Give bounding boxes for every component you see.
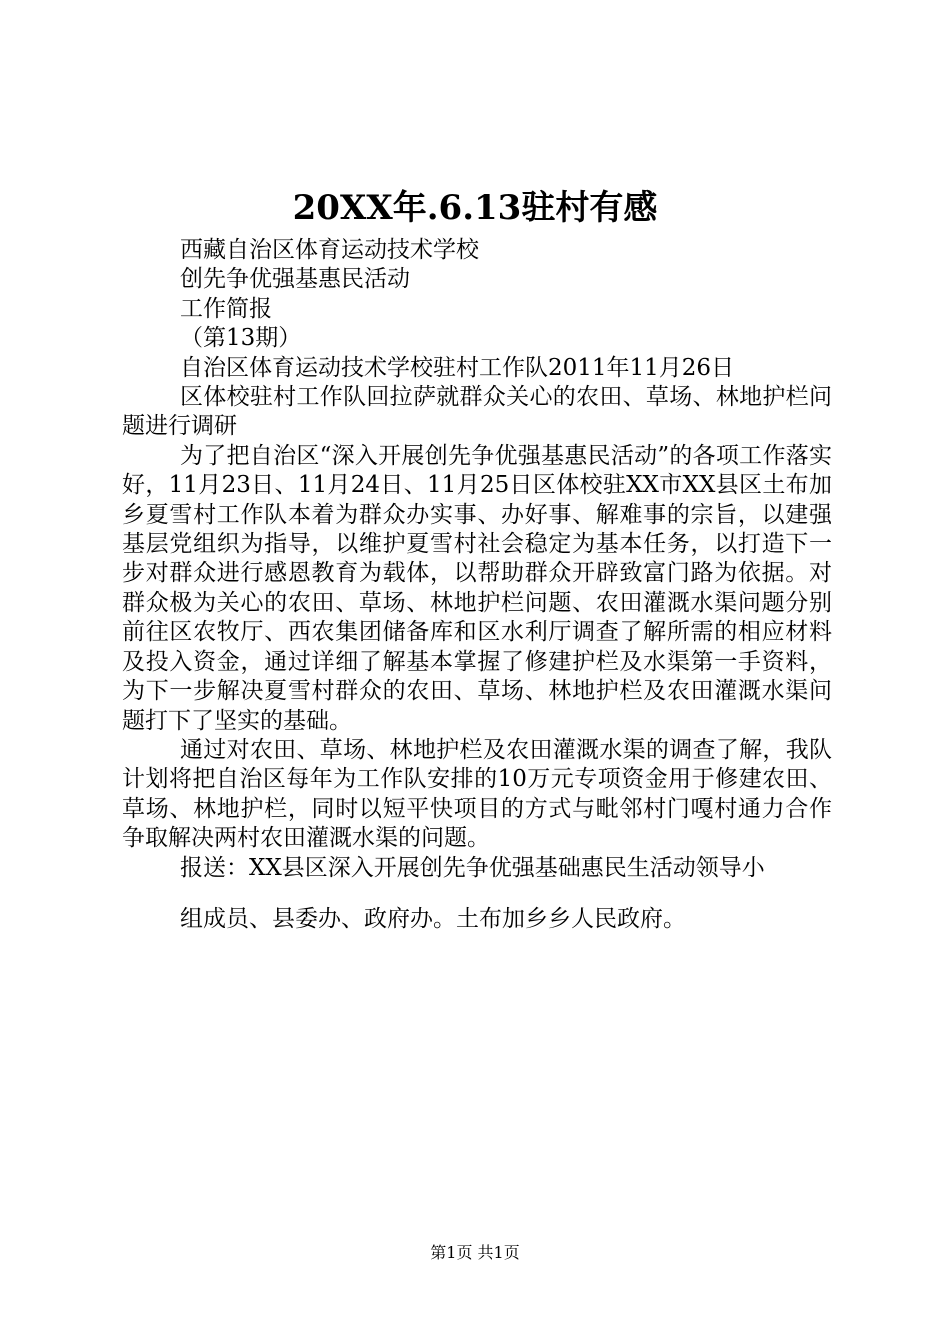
document-body	[122, 236, 832, 934]
bulletin-name-line: 工作简报	[180, 295, 272, 322]
spacer	[122, 883, 832, 905]
issue-number-line: （第13期）	[180, 325, 302, 352]
report-to-line: 报送：XX县区深入开展创先争优强基础惠民生活动领导小	[180, 854, 765, 881]
activity-name-line: 创先争优强基惠民活动	[180, 266, 410, 293]
issuer-date-line: 自治区体育运动技术学校驻村工作队2011年11月26日	[180, 354, 735, 381]
headline-paragraph: 区体校驻村工作队回拉萨就群众关心的农田、草场、林地护栏问题进行调研	[122, 384, 832, 440]
page-footer: 第1页 共1页	[430, 1243, 520, 1262]
document-title: 20XX年.6.13驻村有感	[292, 188, 658, 228]
report-to-continued-line: 组成员、县委办、政府办。土布加乡乡人民政府。	[180, 905, 686, 932]
body-paragraph-1: 为了把自治区“深入开展创先争优强基惠民活动”的各项工作落实好，11月23日、11月24日、11月25日区体校驻XX市XX县区土布加乡夏雪村工作队本着为群众办实事、办好事、解难事的宗旨，以建强基层党组织为指导，以维护夏雪村社会稳定为基本任务，以打造下一步对群众进行感恩教育为载体，以帮助群众开辟致富门路为依据。对群众极为关心的农田、草场、林地护栏问题、农田灌溉水渠问题分别前往区农牧厅、西农集团储备库和区水利厅调查了解所需的相应材料及投入资金，通过详细了解基本掌握了修建护栏及水渠第一手资料，为下一步解决夏雪村群众的农田、草场、林地护栏及农田灌溉水渠问题打下了坚实的基础。	[122, 442, 832, 734]
org-name-line: 西藏自治区体育运动技术学校	[180, 237, 479, 263]
body-paragraph-2: 通过对农田、草场、林地护栏及农田灌溉水渠的调查了解，我队计划将把自治区每年为工作队安排的10万元专项资金用于修建农田、草场、林地护栏，同时以短平快项目的方式与毗邻村门嘎村通力合作争取解决两村农田灌溉水渠的问题。	[122, 736, 832, 852]
